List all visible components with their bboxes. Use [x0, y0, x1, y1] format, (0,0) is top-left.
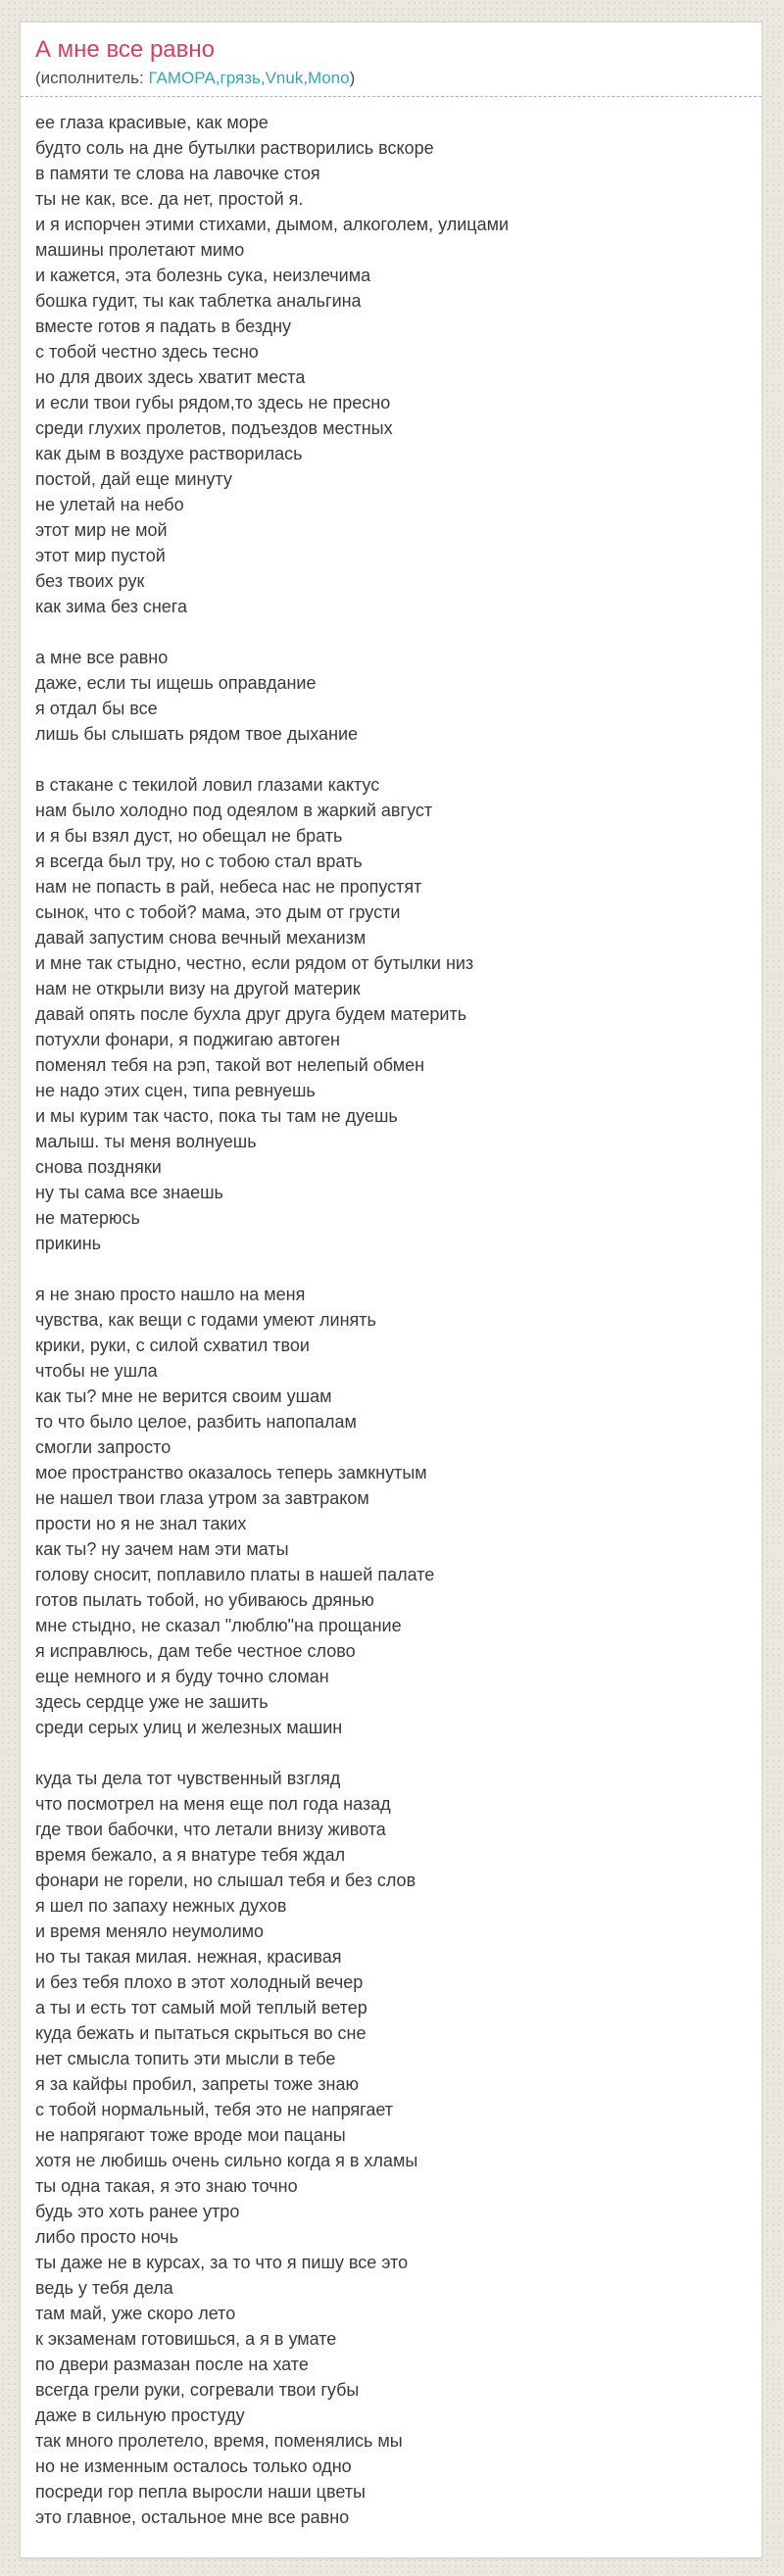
song-title: А мне все равно	[35, 36, 215, 63]
lyric-line: будь это хоть ранее утро	[35, 2201, 240, 2221]
lyric-line: машины пролетают мимо	[35, 239, 245, 260]
lyric-line: без твоих рук	[35, 570, 145, 591]
song-header	[21, 23, 761, 97]
artist-line	[35, 67, 742, 90]
lyric-line: ну ты сама все знаешь	[35, 1182, 223, 1202]
lyric-line: в стакане с текилой ловил глазами кактус	[35, 774, 380, 795]
lyric-line: нам не попасть в рай, небеса нас не пропустят	[35, 876, 422, 897]
lyric-line: ведь у тебя дела	[35, 2277, 173, 2298]
lyric-line: не нашел твои глаза утром за завтраком	[35, 1487, 369, 1508]
lyric-line: этот мир пустой	[35, 545, 166, 565]
lyric-line: куда ты дела тот чувственный взгляд	[35, 1768, 341, 1788]
lyric-line: чтобы не ушла	[35, 1360, 158, 1381]
page-background	[0, 22, 784, 2558]
lyric-line: поменял тебя на рэп, такой вот нелепый обмен	[35, 1054, 425, 1075]
lyric-line: не напрягают тоже вроде мои пацаны	[35, 2124, 346, 2145]
lyric-line: и кажется, эта болезнь сука, неизлечима	[35, 265, 371, 285]
lyric-line: среди серых улиц и железных машин	[35, 1717, 343, 1737]
lyric-line: даже, если ты ищешь оправдание	[35, 672, 317, 693]
lyric-line: куда бежать и пытаться скрыться во сне	[35, 2022, 367, 2043]
lyric-line: вместе готов я падать в бездну	[35, 316, 292, 336]
lyric-line: готов пылать тобой, но убиваюсь дрянью	[35, 1589, 374, 1610]
lyric-line: бошка гудит, ты как таблетка анальгина	[35, 290, 362, 311]
lyric-line: как дым в воздухе растворилась	[35, 443, 303, 463]
lyric-line: к экзаменам готовишься, а я в умате	[35, 2328, 337, 2349]
lyric-line: и мне так стыдно, честно, если рядом от бутылки низ	[35, 952, 474, 973]
lyric-line: ты не как, все. да нет, простой я.	[35, 188, 304, 209]
artist-closing-paren: )	[349, 68, 356, 87]
lyric-line: и время меняло неумолимо	[35, 1920, 265, 1941]
lyric-line: голову сносит, поплавило платы в нашей палате	[35, 1564, 435, 1584]
lyric-line: будто соль на дне бутылки растворились вскоре	[35, 137, 434, 158]
lyric-line: и мы курим так часто, пока ты там не дуешь	[35, 1105, 398, 1126]
lyric-line: всегда грели руки, согревали твои губы	[35, 2379, 360, 2400]
lyric-line: постой, дай еще минуту	[35, 468, 232, 489]
lyric-line: я исправлюсь, дам тебе честное слово	[35, 1640, 356, 1661]
lyric-line: даже в сильную простуду	[35, 2405, 245, 2425]
lyric-line: ты одна такая, я это знаю точно	[35, 2175, 298, 2196]
lyric-line: и я испорчен этими стихами, дымом, алкоголем, улицами	[35, 214, 510, 234]
lyric-line: снова поздняки	[35, 1156, 162, 1177]
song-card	[20, 22, 762, 2558]
lyric-line: смогли запросто	[35, 1436, 172, 1457]
stanza	[35, 645, 742, 747]
lyric-line: но не изменным осталось только одно	[35, 2455, 352, 2476]
lyric-line: так много пролетело, время, поменялись мы	[35, 2430, 403, 2451]
lyric-line: нет смысла топить эти мысли в тебе	[35, 2048, 336, 2068]
lyric-line: а мне все равно	[35, 647, 169, 667]
lyrics-text	[21, 97, 761, 2530]
lyric-line: и без тебя плохо в этот холодный вечер	[35, 1971, 364, 1992]
lyric-line: а ты и есть тот самый мой теплый ветер	[35, 1997, 368, 2017]
lyric-line: и я бы взял дуст, но обещал не брать	[35, 825, 343, 846]
lyric-line: чувства, как вещи с годами умеют линять	[35, 1309, 376, 1330]
lyric-line: но для двоих здесь хватит места	[35, 366, 306, 387]
lyric-line: мне стыдно, не сказал "люблю"на прощание	[35, 1615, 402, 1635]
artist-label: (исполнитель:	[35, 68, 149, 87]
lyric-line: ее глаза красивые, как море	[35, 112, 269, 132]
lyric-line: либо просто ночь	[35, 2226, 179, 2247]
lyric-line: среди глухих пролетов, подъездов местных	[35, 417, 393, 438]
lyric-line: нам не открыли визу на другой материк	[35, 978, 361, 998]
stanza	[35, 1282, 742, 1740]
lyric-line: где твои бабочки, что летали внизу живота	[35, 1819, 386, 1839]
stanza	[35, 1766, 742, 2530]
lyric-line: не матерюсь	[35, 1207, 140, 1228]
lyric-line: я отдал бы все	[35, 698, 158, 718]
lyric-line: как ты? мне не верится своим ушам	[35, 1385, 332, 1406]
lyric-line: этот мир не мой	[35, 519, 168, 540]
lyric-line: с тобой честно здесь тесно	[35, 341, 259, 362]
lyric-line: лишь бы слышать рядом твое дыхание	[35, 723, 359, 744]
lyric-line: нам было холодно под одеялом в жаркий август	[35, 800, 433, 820]
lyric-line: как зима без снега	[35, 596, 187, 616]
lyric-line: мое пространство оказалось теперь замкнутым	[35, 1462, 427, 1482]
lyric-line: здесь сердце уже не зашить	[35, 1691, 269, 1712]
lyric-line: посреди гор пепла выросли наши цветы	[35, 2481, 366, 2502]
lyric-line: сынок, что с тобой? мама, это дым от грусти	[35, 901, 401, 922]
lyric-line: по двери размазан после на хате	[35, 2354, 309, 2374]
lyric-line: я не знаю просто нашло на меня	[35, 1284, 306, 1304]
lyric-line: и если твои губы рядом,то здесь не пресно	[35, 392, 391, 413]
lyric-line: хотя не любишь очень сильно когда я в хламы	[35, 2150, 418, 2170]
stanza	[35, 772, 742, 1256]
artist-link[interactable]: ГАМОРА,грязь,Vnuk,Mono	[148, 68, 350, 87]
lyric-line: это главное, остальное мне все равно	[35, 2506, 350, 2527]
lyric-line: давай запустим снова вечный механизм	[35, 927, 367, 948]
lyric-line: как ты? ну зачем нам эти маты	[35, 1538, 289, 1559]
lyric-line: прости но я не знал таких	[35, 1513, 247, 1533]
lyric-line: ты даже не в курсах, за то что я пишу все это	[35, 2252, 409, 2272]
lyric-line: прикинь	[35, 1233, 102, 1253]
lyric-line: потухли фонари, я поджигаю автоген	[35, 1029, 340, 1049]
lyric-line: там май, уже скоро лето	[35, 2303, 236, 2323]
lyric-line: что посмотрел на меня еще пол года назад	[35, 1793, 391, 1814]
lyric-line: в памяти те слова на лавочке стоя	[35, 163, 320, 183]
lyric-line: время бежало, а я внатуре тебя ждал	[35, 1844, 346, 1865]
lyric-line: не улетай на небо	[35, 494, 184, 514]
lyric-line: но ты такая милая. нежная, красивая	[35, 1946, 342, 1967]
lyric-line: фонари не горели, но слышал тебя и без слов	[35, 1870, 416, 1890]
lyric-line: с тобой нормальный, тебя это не напрягает	[35, 2099, 393, 2119]
stanza	[35, 110, 742, 619]
lyric-line: я за кайфы пробил, запреты тоже знаю	[35, 2073, 359, 2094]
lyric-line: то что было целое, разбить напопалам	[35, 1411, 357, 1432]
lyric-line: я шел по запаху нежных духов	[35, 1895, 287, 1916]
lyric-line: не надо этих сцен, типа ревнуешь	[35, 1080, 316, 1100]
lyric-line: я всегда был тру, но с тобою стал врать	[35, 851, 363, 871]
lyric-line: крики, руки, с силой схватил твои	[35, 1335, 310, 1355]
lyric-line: давай опять после бухла друг друга будем материть	[35, 1003, 467, 1024]
lyric-line: малыш. ты меня волнуешь	[35, 1131, 257, 1151]
lyric-line: еще немного и я буду точно сломан	[35, 1666, 329, 1686]
